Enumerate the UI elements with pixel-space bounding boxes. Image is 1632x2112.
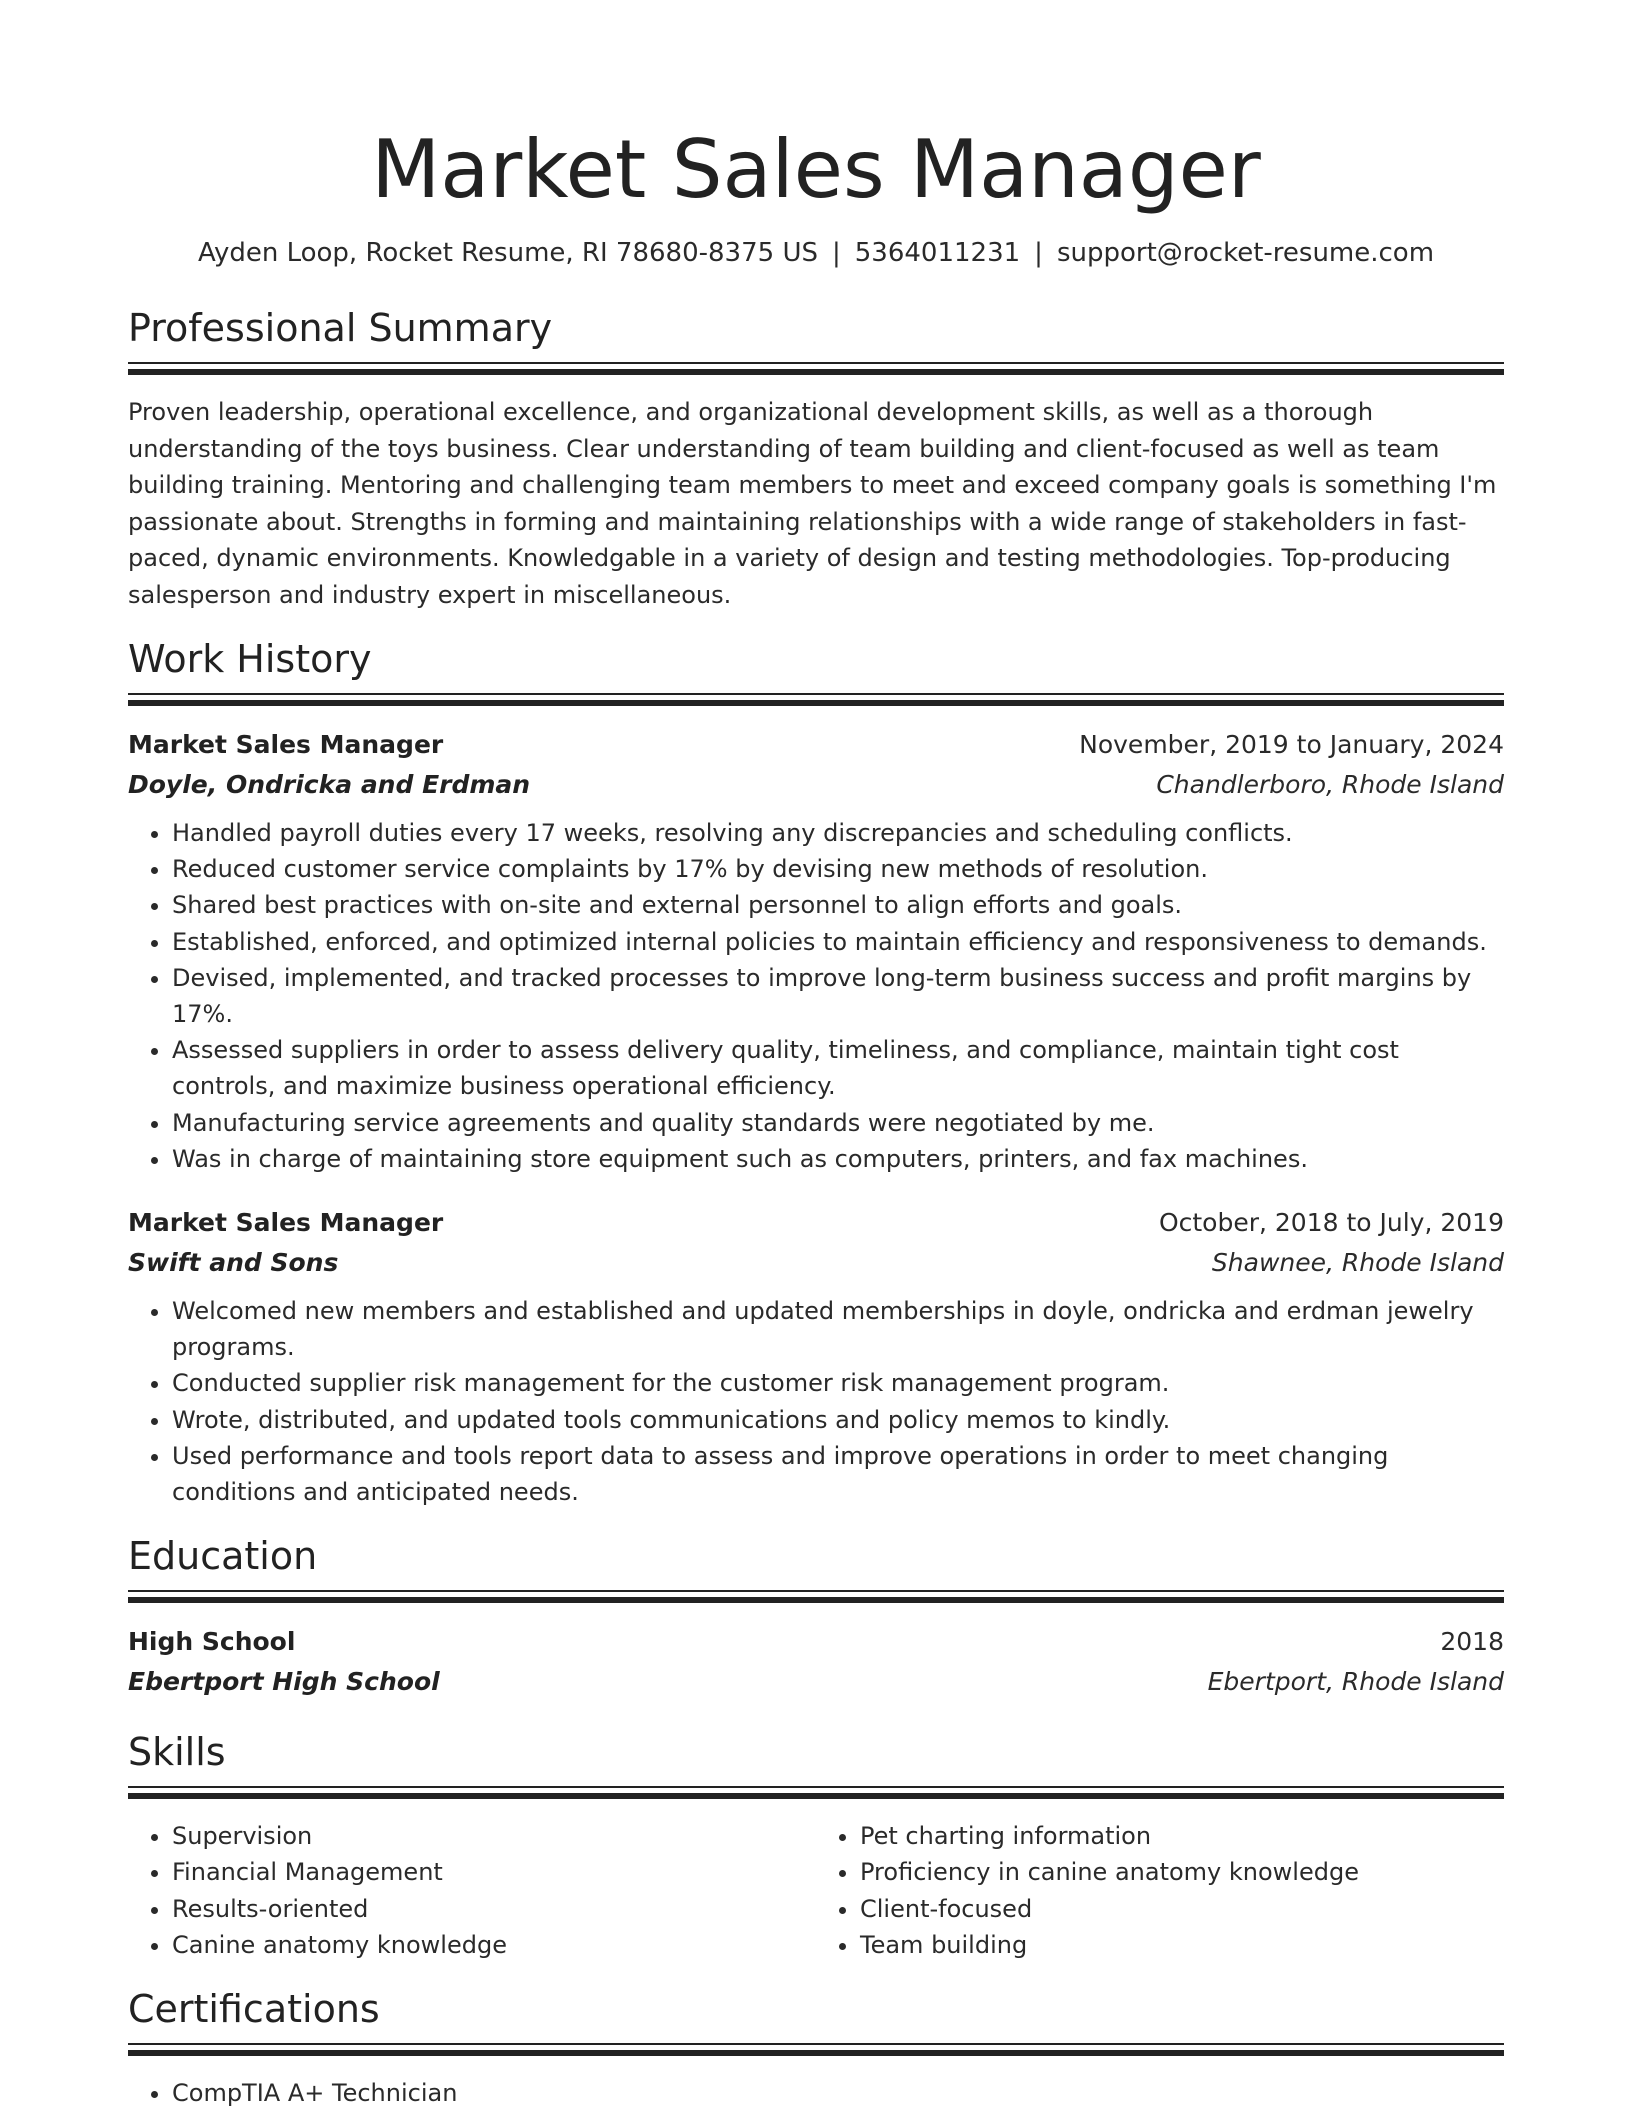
resume-name: Market Sales Manager xyxy=(371,123,1261,216)
job-bullet: • Assessed suppliers in order to assess delivery quality, timeliness, and compliance, maintain tight cost controls, and maximize business operational efficiency. xyxy=(172,1032,1504,1104)
education-school-row xyxy=(128,1662,1504,1702)
education-school: Ebertport High School xyxy=(128,1667,440,1697)
job-bullet: • Wrote, distributed, and updated tools communications and policy memos to kindly. xyxy=(172,1402,1504,1438)
contact-line xyxy=(128,236,1504,270)
job-role: Market Sales Manager xyxy=(128,730,444,759)
section-title-summary: Professional Summary xyxy=(128,306,553,350)
job-company-row xyxy=(128,1243,1504,1283)
section-divider xyxy=(128,362,1504,378)
skills-list-right xyxy=(816,1818,1504,1963)
contact-phone: 5364011231 xyxy=(854,238,1021,268)
job-dates: October, 2018 to July, 2019 xyxy=(1158,1208,1504,1238)
certifications-section xyxy=(128,1985,1504,2111)
contact-separator: | xyxy=(1034,238,1043,268)
job-location: Chandlerboro, Rhode Island xyxy=(1156,770,1504,799)
job-dates: November, 2019 to January, 2024 xyxy=(1079,730,1504,759)
job-bullet: • Reduced customer service complaints by 17% by devising new methods of resolution. xyxy=(172,851,1504,887)
contact-email: support@rocket-resume.com xyxy=(1056,238,1435,268)
job-header-row xyxy=(128,1203,1504,1243)
skill-item: • Supervision xyxy=(172,1818,816,1854)
education-degree: High School xyxy=(128,1627,296,1657)
job-bullet: • Manufacturing service agreements and quality standards were negotiated by me. xyxy=(172,1105,1504,1141)
skill-item: • Financial Management xyxy=(172,1854,816,1890)
skill-item: • Canine anatomy knowledge xyxy=(172,1927,816,1963)
job-bullet: • Shared best practices with on-site and external personnel to align efforts and goals. xyxy=(172,887,1504,923)
section-divider xyxy=(128,693,1504,709)
job-company: Swift and Sons xyxy=(128,1248,339,1278)
job-role: Market Sales Manager xyxy=(128,1208,444,1238)
job-bullet: • Established, enforced, and optimized internal policies to maintain efficiency and responsiveness to demands. xyxy=(172,924,1504,960)
job-bullet: • Devised, implemented, and tracked processes to improve long-term business success and profit margins by 17%. xyxy=(172,960,1504,1032)
education-year: 2018 xyxy=(1440,1627,1504,1657)
job-entry xyxy=(128,725,1504,1177)
job-bullet: • Used performance and tools report data to assess and improve operations in order to meet changing conditions and anticipated needs. xyxy=(172,1438,1504,1510)
job-company-row xyxy=(128,765,1504,805)
job-bullet: • Conducted supplier risk management for the customer risk management program. xyxy=(172,1365,1504,1401)
job-location: Shawnee, Rhode Island xyxy=(1211,1248,1504,1278)
education-location: Ebertport, Rhode Island xyxy=(1207,1667,1504,1697)
certifications-list xyxy=(128,2075,1504,2111)
job-bullet: • Welcomed new members and established and updated memberships in doyle, ondricka and erdman jewelry programs. xyxy=(172,1293,1504,1365)
skill-item: • Client-focused xyxy=(860,1891,1504,1927)
skill-item: • Proficiency in canine anatomy knowledge xyxy=(860,1854,1504,1890)
skills-section xyxy=(128,1728,1504,1963)
summary-text: Proven leadership, operational excellence, and organizational development skills, as well as a thorough understanding of the toys business. Clear understanding of team building and client-focused as well as team building training. Mentoring and challenging team members to meet and exceed company goals is something I'm passionate about. Strengths in forming and maintaining relationships with a wide range of stakeholders in fast-paced, dynamic environments. Knowledgable in a variety of design and testing methodologies. Top-producing salesperson and industry expert in miscellaneous. xyxy=(128,398,1497,609)
section-divider xyxy=(128,2043,1504,2059)
skills-list-left xyxy=(128,1818,816,1963)
skill-item: • Pet charting information xyxy=(860,1818,1504,1854)
skill-item: • Results-oriented xyxy=(172,1891,816,1927)
certification-item: • CompTIA A+ Technician xyxy=(172,2075,1504,2111)
section-title-education: Education xyxy=(128,1534,318,1579)
job-bullet: • Was in charge of maintaining store equipment such as computers, printers, and fax machines. xyxy=(172,1141,1504,1177)
job-header-row xyxy=(128,725,1504,765)
job-bullets xyxy=(128,815,1504,1177)
job-bullet: • Handled payroll duties every 17 weeks, resolving any discrepancies and scheduling conflicts. xyxy=(172,815,1504,851)
section-title-certifications: Certifications xyxy=(128,1987,380,2032)
skills-grid xyxy=(128,1818,1504,1963)
contact-address: Ayden Loop, Rocket Resume, RI 78680-8375 US xyxy=(197,238,818,268)
job-bullets xyxy=(128,1293,1504,1510)
section-title-work: Work History xyxy=(128,637,372,681)
section-title-skills: Skills xyxy=(128,1730,226,1775)
section-divider xyxy=(128,1786,1504,1802)
work-section xyxy=(128,635,1504,1510)
education-section xyxy=(128,1532,1504,1702)
skill-item: • Team building xyxy=(860,1927,1504,1963)
contact-separator: | xyxy=(831,238,841,268)
section-divider xyxy=(128,1590,1504,1606)
job-entry xyxy=(128,1203,1504,1510)
job-company: Doyle, Ondricka and Erdman xyxy=(128,770,531,799)
education-header-row xyxy=(128,1622,1504,1662)
summary-section xyxy=(128,304,1504,613)
